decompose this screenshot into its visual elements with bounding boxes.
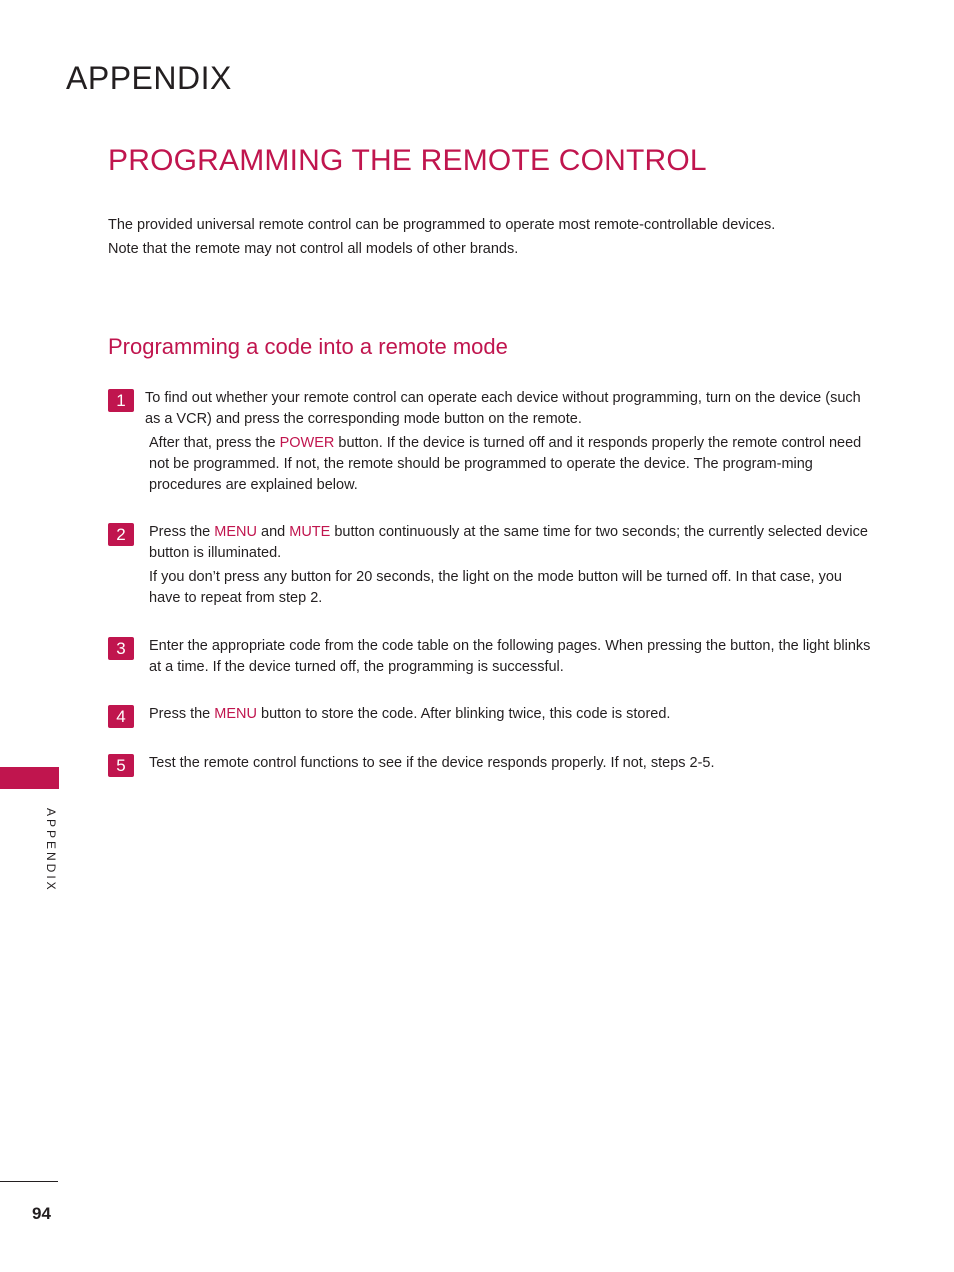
step-paragraph: Enter the appropriate code from the code table on the following pages. When pressing the button, the light blinks at a time. If the device turned off, the programming is successful. xyxy=(149,638,871,675)
intro-line: Note that the remote may not control all models of other brands. xyxy=(108,241,519,257)
mute-button-keyword: MUTE xyxy=(289,524,331,540)
intro-text xyxy=(108,213,888,261)
step-text xyxy=(149,704,876,728)
step-text xyxy=(145,388,876,499)
step-text xyxy=(149,753,876,777)
page-number: 94 xyxy=(32,1204,51,1223)
power-button-keyword: POWER xyxy=(279,435,335,451)
text-span: Press the xyxy=(149,706,215,722)
step-paragraph: If you don’t press any button for 20 seconds, the light on the mode button will be turned off. In that case, you have to repeat from step 2. xyxy=(149,569,842,606)
menu-button-keyword: MENU xyxy=(214,524,257,540)
text-span: button to store the code. After blinking twice, this code is stored. xyxy=(256,706,671,722)
text-span: button continuously at the same time for two seconds; the currently selected device button is illuminated. xyxy=(149,524,868,561)
step-text xyxy=(149,636,876,681)
step-paragraph xyxy=(149,704,876,725)
step-paragraph xyxy=(149,522,876,564)
step-paragraph xyxy=(145,433,876,496)
text-span: button. If the device is turned off and it responds properly the remote control need not be programmed. If not, the remote should be programmed to operate the device. The program-ming procedures are explained below. xyxy=(149,435,862,493)
intro-line: The provided universal remote control can be programmed to operate most remote-controllable devices. xyxy=(108,217,776,233)
menu-button-keyword: MENU xyxy=(214,706,257,722)
sidebar-tab-marker xyxy=(0,767,59,789)
step-paragraph: Test the remote control functions to see if the device responds properly. If not, steps 2-5. xyxy=(149,755,715,771)
text-span: After that, press the xyxy=(149,435,280,451)
step-number-badge: 4 xyxy=(108,705,134,728)
step-number-badge: 2 xyxy=(108,523,134,546)
text-span: Press the xyxy=(149,524,215,540)
sidebar-label: APPENDIX xyxy=(44,808,58,893)
section-header: APPENDIX xyxy=(66,60,232,96)
page-title: PROGRAMMING THE REMOTE CONTROL xyxy=(108,144,707,177)
section-subtitle: Programming a code into a remote mode xyxy=(108,334,508,359)
step-number-badge: 3 xyxy=(108,637,134,660)
step-text xyxy=(149,522,876,612)
text-span: and xyxy=(256,524,290,540)
footer-divider xyxy=(0,1181,58,1182)
step-number-badge: 1 xyxy=(108,389,134,412)
step-number-badge: 5 xyxy=(108,754,134,777)
step-paragraph: To find out whether your remote control can operate each device without programming, turn on the device (such as a VCR) and press the corresponding mode button on the remote. xyxy=(145,390,861,427)
